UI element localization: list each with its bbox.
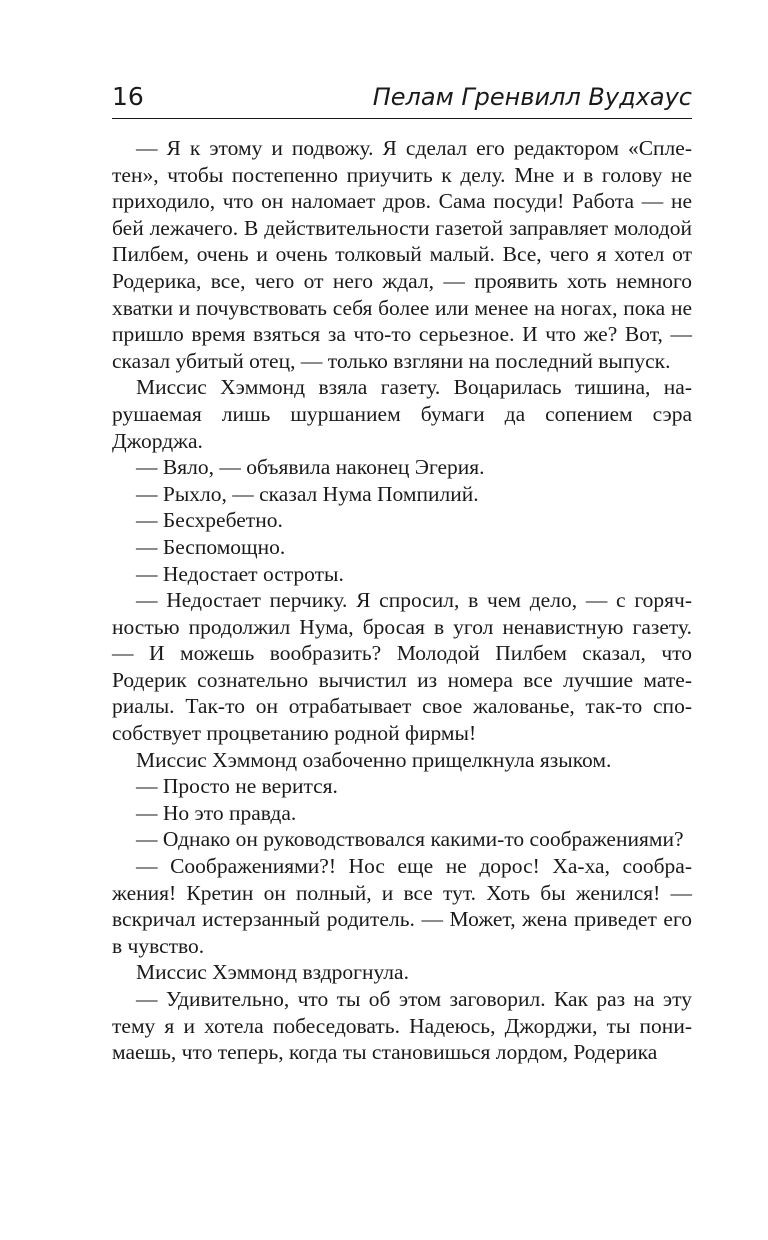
paragraph: — Я к этому и подвожу. Я сделал его редактором «Сплетен», чтобы постепенно приучить к делу. Мне и в голову не приходило, что он наломает дров. Сама посуди! Работа — не бей лежачего. В действительности газетой заправляет молодой Пилбем, очень и очень толковый малый. Все, чего я хотел от Родерика, все, чего от него ждал, — проявить хоть немного хватки и почувствовать себя более или менее на ногах, пока не пришло время взяться за что-то серьезное. И что же? Вот, — сказал убитый отец, — только взгляни на последний выпуск.	[112, 136, 692, 373]
body-text	[112, 135, 692, 1066]
paragraph: Миссис Хэммонд вздрогнула.	[136, 960, 409, 985]
paragraph: Миссис Хэммонд взяла газету. Воцарилась тишина, нарушаемая лишь шуршанием бумаги да сопением сэра Джорджа.	[112, 375, 692, 453]
paragraph: — Вяло, — объявила наконец Эгерия.	[136, 455, 485, 480]
paragraph: — Недостает остроты.	[136, 561, 344, 586]
paragraph: — Однако он руководствовался какими-то соображениями?	[136, 827, 684, 852]
page-number: 16	[112, 82, 144, 111]
running-header	[112, 80, 692, 119]
paragraph: — Удивительно, что ты об этом заговорил. Как раз на эту тему я и хотела побеседовать. Надеюсь, Джорджи, ты понимаешь, что теперь, когда ты становишься лордом, Родерика	[112, 987, 692, 1065]
paragraph: — Бесхребетно.	[136, 508, 283, 533]
paragraph: — Соображениями?! Нос еще не дорос! Ха-ха, соображения! Кретин он полный, и все тут. Хоть бы женился! — вскричал истерзанный родитель. — Может, жена приведет его в чувство.	[112, 854, 692, 958]
paragraph: Миссис Хэммонд озабоченно прищелкнула языком.	[136, 747, 612, 772]
book-title: Пелам Гренвилл Вудхаус	[372, 83, 692, 111]
book-page	[112, 80, 692, 1066]
paragraph: — Беспомощно.	[136, 534, 286, 559]
paragraph: — Но это правда.	[136, 800, 297, 825]
paragraph: — Просто не верится.	[136, 774, 338, 799]
paragraph: — Рыхло, — сказал Нума Помпилий.	[136, 481, 479, 506]
paragraph: — Недостает перчику. Я спросил, в чем дело, — с горячностью продолжил Нума, бросая в угол ненавистную газету. — И можешь вообразить? Молодой Пилбем сказал, что Родерик сознательно вычистил из номера все лучшие материалы. Так-то он отрабатывает свое жалованье, так-то способствует процветанию родной фирмы!	[112, 588, 692, 746]
